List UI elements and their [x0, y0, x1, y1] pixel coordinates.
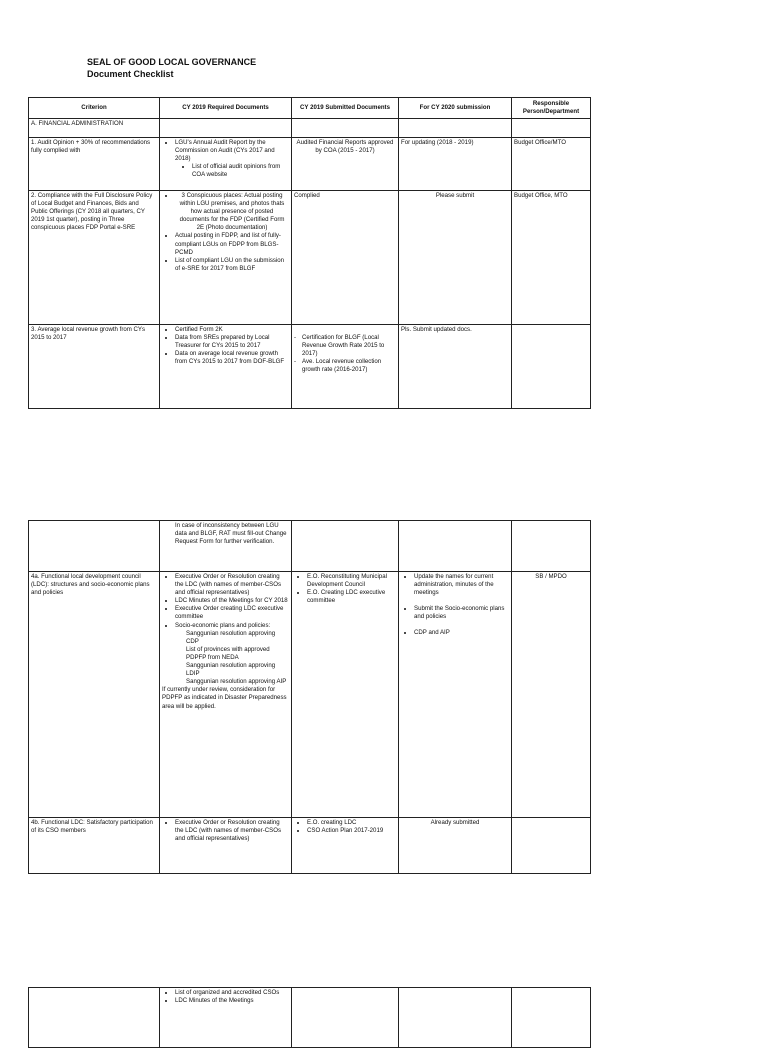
list-item: • CDP and AIP — [414, 629, 509, 637]
required-cell — [160, 572, 292, 818]
list-item: • CSO Action Plan 2017-2019 — [307, 827, 396, 835]
col-submitted: CY 2019 Submitted Documents — [292, 98, 399, 119]
list-line: Sanggunian resolution approving LDIP — [186, 662, 276, 678]
required-cell — [160, 325, 292, 409]
list-item: • E.O. Reconstituting Municipal Development Council — [307, 573, 396, 589]
responsible-cell: SB / MPDO — [512, 572, 591, 818]
list-item: • List of official audit opinions from COA website — [192, 163, 289, 179]
list-item: • List of organized and accredited CSOs — [175, 989, 289, 997]
required-cell — [160, 818, 292, 874]
document-title: SEAL OF GOOD LOCAL GOVERNANCE — [87, 57, 257, 67]
list-item: • Executive Order or Resolution creating the LDC (with names of member-CSOs and official representatives) — [175, 573, 289, 597]
table-row — [29, 818, 591, 874]
table-row — [29, 988, 591, 1048]
list-item: • 3 Conspicuous places: Actual posting within LGU premises, and photos thats how actual presence of posted documents for the FDP (Certified Form 2E (Photo documentation) — [175, 192, 289, 232]
required-cell — [160, 191, 292, 325]
header-row — [29, 98, 591, 119]
review-note: If currently under review, consideration for PDPFP as indicated in Disaster Preparedness area will be applied. — [162, 686, 287, 710]
list-line: Sanggunian resolution approving CDP — [186, 629, 276, 645]
list-item: • E.O. creating LDC — [307, 819, 396, 827]
table-row — [29, 521, 591, 572]
table-row — [29, 191, 591, 325]
list-item: • LDC Minutes of the Meetings for CY 2018 — [175, 597, 289, 605]
list-item: • Data from SREs prepared by Local Treasurer for CYs 2015 to 2017 — [175, 334, 289, 350]
table-row — [29, 325, 591, 409]
submitted-cell — [292, 572, 399, 818]
required-cell — [160, 521, 292, 572]
responsible-cell — [512, 325, 591, 409]
list-item: • E.O. Creating LDC executive committee — [307, 589, 396, 605]
criterion-cell: 1. Audit Opinion + 30% of recommendations fully complied with — [29, 138, 160, 191]
list-line: Sanggunian resolution approving AIP — [186, 678, 287, 686]
responsible-cell: Budget Office/MTO — [512, 138, 591, 191]
list-item: • LGU's Annual Audit Report by the Commission on Audit (CYs 2017 and 2018) — [175, 139, 289, 163]
responsible-cell: Budget Office, MTO — [512, 191, 591, 325]
section-row — [29, 119, 591, 138]
criterion-cell: 4a. Functional local development council (LDC): structures and socio-economic plans and policies — [29, 572, 160, 818]
section-financial-administration: A. FINANCIAL ADMINISTRATION — [29, 119, 160, 138]
criterion-cell: 3. Average local revenue growth from CYs 2015 to 2017 — [29, 325, 160, 409]
submitted-cell: Audited Financial Reports approved by COA (2015 - 2017) — [292, 138, 399, 191]
submitted-cell — [292, 325, 399, 409]
list-item: • List of compliant LGU on the submission of e-SRE for 2017 from BLGF — [175, 257, 289, 273]
col-criterion: Criterion — [29, 98, 160, 119]
list-item: • Update the names for current administration, minutes of the meetings — [414, 573, 509, 597]
submitted-cell — [292, 818, 399, 874]
list-item: • Submit the Socio-economic plans and policies — [414, 605, 509, 621]
continued-text: In case of inconsistency between LGU data and BLGF, RAT must fill-out Change Request Form for further verification. — [175, 522, 287, 546]
criterion-cell: 4b. Functional LDC: Satisfactory participation of its CSO members — [29, 818, 160, 874]
table-row — [29, 572, 591, 818]
list-item: • Data on average local revenue growth from CYs 2015 to 2017 from DOF-BLGF — [175, 350, 289, 366]
required-cell — [160, 138, 292, 191]
checklist-table-3 — [28, 987, 591, 1048]
document-subtitle: Document Checklist — [87, 69, 174, 79]
col-required: CY 2019 Required Documents — [160, 98, 292, 119]
checklist-table-1 — [28, 97, 591, 409]
cy2020-cell: Please submit — [399, 191, 512, 325]
table-row — [29, 138, 591, 191]
cy2020-cell: Pls. Submit updated docs. — [399, 325, 512, 409]
list-item: • Certified Form 2K — [175, 326, 289, 334]
list-line: List of provinces with approved PDPFP from NEDA — [186, 645, 270, 661]
cy2020-cell — [399, 572, 512, 818]
list-item: • LDC Minutes of the Meetings — [175, 997, 289, 1005]
submitted-cell: Complied — [292, 191, 399, 325]
list-item: - Ave. Local revenue collection growth rate (2016-2017) — [302, 358, 396, 374]
list-item: • Executive Order creating LDC executive committee — [175, 605, 289, 621]
criterion-cell: 2. Compliance with the Full Disclosure Policy of Local Budget and Finances, Bids and Public Offerings (CY 2018 all quarters, CY 2019 1st quarter), posting in Three conspicuous places FDP Portal e-SRE — [29, 191, 160, 325]
required-cell — [160, 988, 292, 1048]
cy2020-cell: For updating (2018 - 2019) — [399, 138, 512, 191]
list-item: • Executive Order or Resolution creating the LDC (with names of member-CSOs and official representatives) — [175, 819, 289, 843]
responsible-cell — [512, 818, 591, 874]
list-item: • Socio-economic plans and policies: — [175, 622, 289, 630]
list-item: • Actual posting in FDPP, and list of fully-compliant LGUs on FDPP from BLGS-PCMD — [175, 232, 289, 256]
cy2020-cell: Already submitted — [399, 818, 512, 874]
col-responsible: Responsible Person/Department — [512, 98, 591, 119]
checklist-table-2 — [28, 520, 591, 874]
col-cy2020: For CY 2020 submission — [399, 98, 512, 119]
list-item: - Certification for BLGF (Local Revenue Growth Rate 2015 to 2017) — [302, 334, 396, 358]
